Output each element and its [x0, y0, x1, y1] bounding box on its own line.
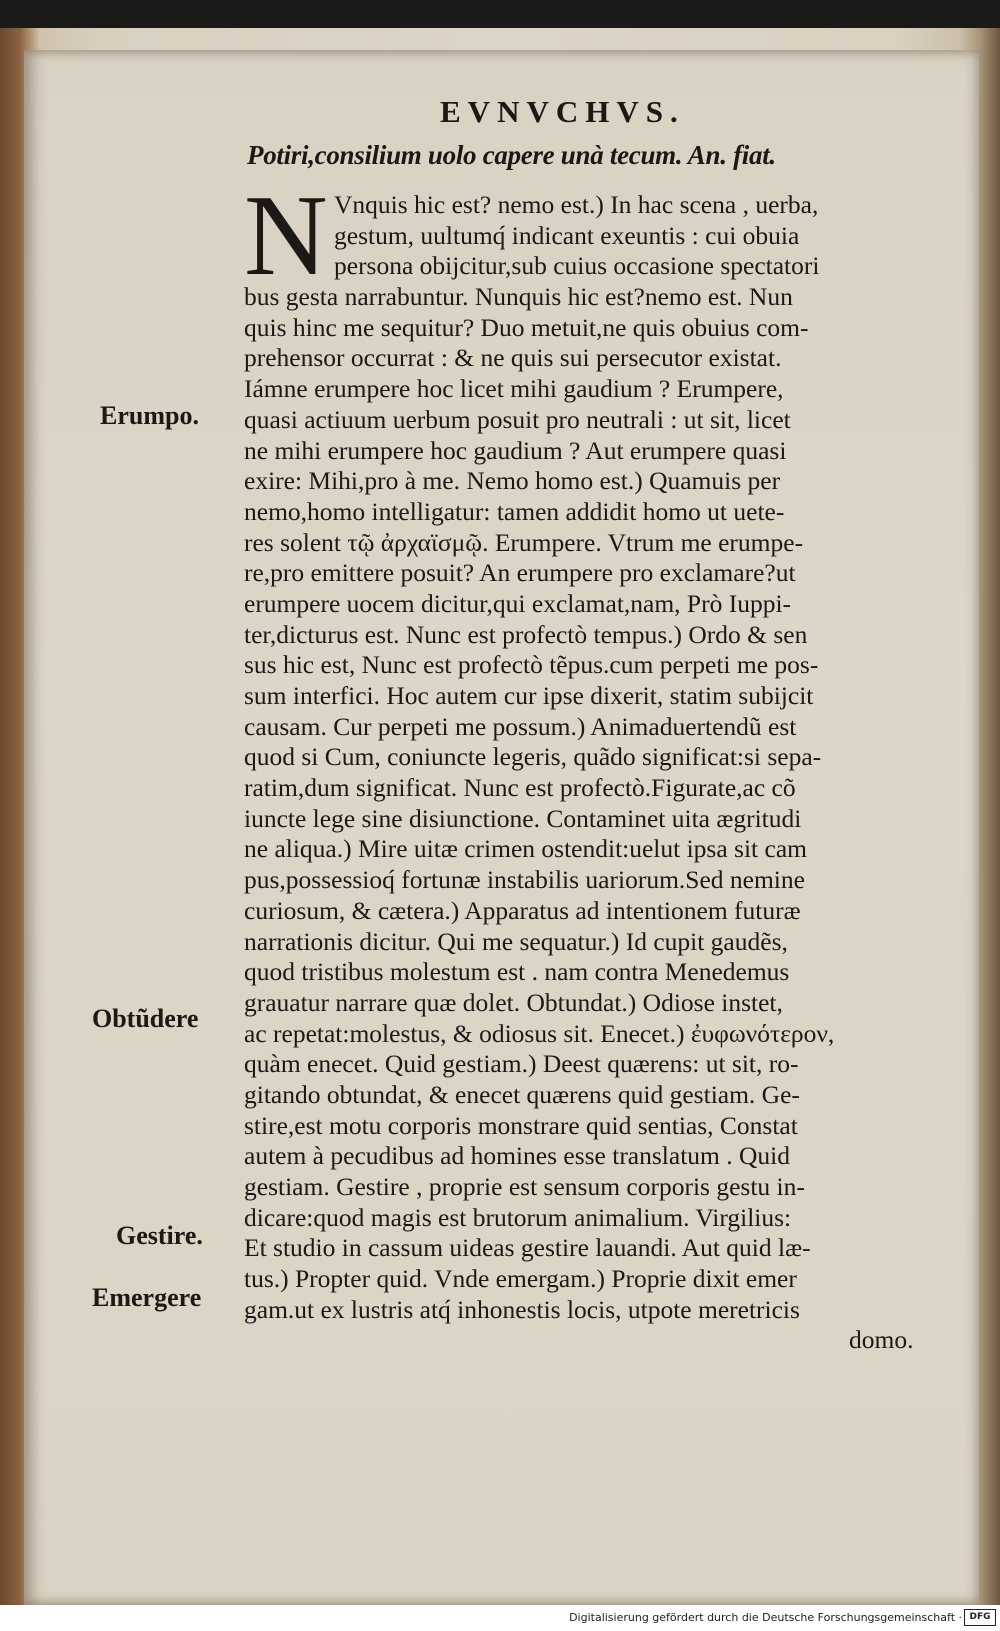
text-line: nemo,homo intelligatur: tamen addidit homo ut uete- — [244, 496, 785, 526]
text-line: quàm enecet. Quid gestiam.) Deest quærens: ut sit, ro- — [244, 1049, 799, 1079]
margin-note-obtundere: Obtũdere — [92, 1004, 199, 1033]
text-line: curiosum, & cætera.) Apparatus ad intentionem futuræ — [244, 895, 801, 925]
text-line: ac repetat:molestus, & odiosus sit. Enecet.) ἐυφωνότερον, — [244, 1018, 835, 1048]
text-line: persona obijcitur,sub cuius occasione spectatori — [334, 251, 820, 281]
running-head: EVNVCHVS. — [440, 94, 685, 129]
text-line: erumpere uocem dicitur,qui exclamat,nam, Prò Iuppi- — [244, 588, 792, 618]
text-line: res solent τῷ ἀρχαϊσμῷ. Erumpere. Vtrum me erumpe- — [244, 527, 804, 557]
drop-capital: N — [244, 172, 328, 300]
text-line: pus,possessioq́ fortunæ instabilis uariorum.Sed nemine — [244, 865, 805, 895]
scanner-top-border — [0, 0, 1000, 28]
text-line: quod si Cum, coniuncte legeris, quãdo significat:si sepa- — [244, 742, 822, 772]
text-line: quod tristibus molestum est . nam contra Menedemus — [244, 957, 790, 987]
text-line: autem à pecudibus ad homines esse translatum . Quid — [244, 1141, 790, 1171]
text-line: stire,est motu corporis monstrare quid sentias, Constat — [244, 1110, 798, 1140]
text-line: tus.) Propter quid. Vnde emergam.) Proprie dixit emer — [244, 1264, 797, 1294]
text-line: prehensor occurrat : & ne quis sui persecutor existat. — [244, 343, 782, 373]
text-line: sus hic est, Nunc est profectò tẽpus.cum perpeti me pos- — [244, 650, 819, 680]
text-line: Iámne erumpere hoc licet mihi gaudium ? Erumpere, — [244, 374, 784, 404]
text-line: bus gesta narrabuntur. Nunquis hic est?nemo est. Nun — [244, 282, 793, 312]
text-line: ne mihi erumpere hoc gaudium ? Aut erumpere quasi — [244, 435, 787, 465]
text-line: sum interfici. Hoc autem cur ipse dixerit, statim subijcit — [244, 681, 814, 710]
funding-notice: Digitalisierung gefördert durch die Deutsche Forschungsgemeinschaft · — [569, 1611, 962, 1624]
text-line: gitando obtundat, & enecet quærens quid gestiam. Ge- — [244, 1079, 800, 1109]
text-line: dicare:quod magis est brutorum animalium. Virgilius: — [244, 1202, 792, 1232]
text-line: re,pro emittere posuit? An erumpere pro exclamare?ut — [244, 558, 796, 588]
dfg-logo: DFG — [964, 1609, 996, 1626]
text-line: iuncte lege sine disiunctione. Contaminet uita ægritudi — [244, 803, 802, 833]
text-line: narrationis dicitur. Qui me sequatur.) Id cupit gaudẽs, — [244, 926, 788, 956]
text-line: ratim,dum significat. Nunc est profectò.Figurate,ac cõ — [244, 773, 796, 803]
text-line: gam.ut ex lustris atq́ inhonestis locis, utpote meretricis — [244, 1294, 800, 1324]
text-line: domo. — [849, 1325, 914, 1355]
text-line: Et studio in cassum uideas gestire lauandi. Aut quid læ- — [244, 1233, 811, 1263]
text-line: gestum, uultumq́ indicant exeuntis : cui obuia — [334, 220, 800, 250]
text-line: quasi actiuum uerbum posuit pro neutrali : ut sit, licet — [244, 404, 791, 434]
text-line: ter,dicturus est. Nunc est profectò tempus.) Ordo & sen — [244, 619, 808, 649]
text-line: exire: Mihi,pro à me. Nemo homo est.) Quamuis per — [244, 466, 781, 496]
text-line: causam. Cur perpeti me possum.) Animaduertendũ est — [244, 711, 797, 741]
margin-note-emergere: Emergere — [92, 1283, 202, 1312]
margin-note-gestire: Gestire. — [116, 1221, 203, 1250]
text-line: grauatur narrare quæ dolet. Obtundat.) Odiose instet, — [244, 987, 783, 1017]
text-line: Vnquis hic est? nemo est.) In hac scena , uerba, — [334, 190, 819, 219]
text-line: quis hinc me sequitur? Duo metuit,ne quis obuius com- — [244, 312, 809, 342]
commentary-text — [244, 172, 944, 1356]
text-line: gestiam. Gestire , proprie est sensum corporis gestu in- — [244, 1172, 805, 1201]
catch-line: Potiri,consilium uolo capere unà tecum. An. fiat. — [247, 140, 776, 170]
margin-note-erumpo: Erumpo. — [100, 401, 199, 430]
text-line: ne aliqua.) Mire uitæ crimen ostendit:uelut ipsa sit cam — [244, 834, 807, 864]
